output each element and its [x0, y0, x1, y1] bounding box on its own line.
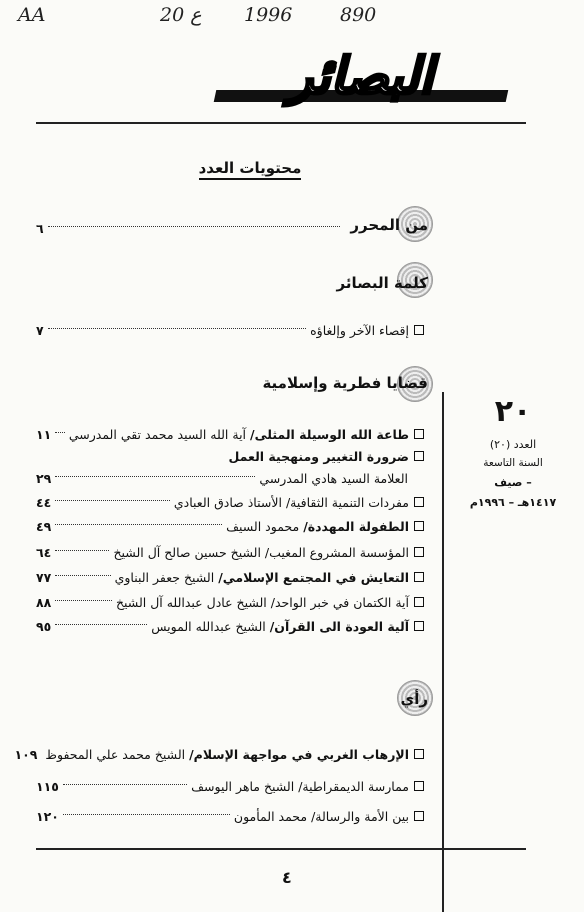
entry-author: العلامة السيد هادي المدرسي — [259, 470, 408, 486]
issue-number-line: العدد (٢٠) — [489, 438, 537, 451]
list-item — [36, 776, 424, 796]
issue-date: ١٤١٧هـ – ١٩٩٦م — [469, 496, 557, 509]
entry-page: ١٠٩ — [14, 746, 38, 762]
list-item — [36, 592, 424, 612]
handwritten-note-d: 890 — [340, 4, 377, 26]
entry-text — [234, 809, 409, 824]
entry-page: ١١ — [36, 426, 52, 442]
contents-title-text: محتويات العدد — [199, 159, 302, 180]
list-item — [36, 446, 424, 466]
entry-author: محمد المأمون — [233, 808, 308, 824]
checkbox-icon — [414, 749, 424, 759]
dot-leader — [55, 623, 147, 625]
list-item — [36, 468, 408, 488]
checkbox-icon — [414, 572, 424, 582]
entry-author: محمود السيف — [226, 518, 300, 534]
entry-text — [174, 495, 409, 510]
checkbox-icon — [414, 781, 424, 791]
entry-text — [151, 619, 409, 634]
entry-author: آية الله السيد محمد تقي المدرسي — [68, 426, 247, 442]
entry-title: التعايش في المجتمع الإسلامي/ — [218, 569, 409, 585]
list-item — [36, 320, 424, 340]
entry-title: آية الكتمان في خبر الواحد/ — [270, 594, 409, 610]
entry-text — [113, 545, 409, 560]
entry-page: ٢٩ — [36, 470, 52, 486]
footer-rule — [36, 848, 526, 850]
list-item — [14, 744, 424, 764]
dot-leader — [55, 475, 255, 477]
entry-text — [45, 747, 409, 762]
entry-page: ٧٧ — [36, 569, 52, 585]
list-item — [36, 806, 424, 826]
entry-author: الشيخ حسين صالح آل الشيخ — [113, 544, 261, 560]
entry-title: مفردات التنمية الثقافية/ — [285, 494, 409, 510]
checkbox-icon — [414, 429, 424, 439]
dot-leader — [55, 431, 65, 433]
dot-leader — [55, 499, 170, 501]
list-item — [36, 424, 424, 444]
dot-leader — [48, 225, 340, 227]
masthead-logo — [215, 46, 507, 108]
entry-author: الشيخ ماهر اليوسف — [191, 778, 295, 794]
entry-page: ٧ — [36, 322, 44, 338]
dot-leader — [55, 574, 110, 576]
entry-text — [69, 427, 409, 442]
list-item — [36, 516, 424, 536]
entry-page: ٨٨ — [36, 594, 52, 610]
checkbox-icon — [414, 451, 424, 461]
entry-author: الشيخ عادل عبدالله آل الشيخ — [115, 594, 267, 610]
entry-title: طاعة الله الوسيلة المثلى/ — [250, 426, 409, 442]
entry-title: آلية العودة الى القرآن/ — [269, 618, 409, 634]
dot-leader — [55, 523, 222, 525]
entry-page: ٦٤ — [36, 544, 52, 560]
list-item — [36, 616, 424, 636]
entry-title: بين الأمة والرسالة/ — [311, 808, 409, 824]
issue-year: السنة التاسعة — [483, 457, 543, 469]
list-item — [36, 492, 424, 512]
section-fitriya: قضايا فطرية وإسلامية — [262, 374, 428, 392]
dot-leader — [55, 599, 112, 601]
entry-page: ١١٥ — [36, 778, 59, 794]
checkbox-icon — [414, 521, 424, 531]
editor-leader — [36, 218, 344, 238]
entry-title: المؤسسة المشروع المغيب/ — [264, 544, 409, 560]
page-number: ٤ — [282, 868, 292, 887]
checkbox-icon — [414, 811, 424, 821]
entry-title: ضرورة التغيير ومنهجية العمل — [228, 448, 409, 464]
list-item — [36, 567, 424, 587]
entry-author: الأستاذ صادق العبادي — [173, 494, 282, 510]
entry-page: ٤٩ — [36, 518, 52, 534]
side-divider — [442, 392, 444, 912]
handwritten-note-a: AA — [18, 4, 46, 26]
header-rule — [36, 122, 526, 124]
dot-leader — [55, 549, 109, 551]
entry-title: الإرهاب الغربي في مواجهة الإسلام/ — [189, 746, 409, 762]
entry-page: ٩٥ — [36, 618, 52, 634]
entry-page: ٤٤ — [36, 494, 52, 510]
checkbox-icon — [414, 597, 424, 607]
checkbox-icon — [414, 325, 424, 335]
entry-title: إقصاء الآخر وإلغاؤه — [310, 322, 409, 338]
entry-text — [116, 595, 409, 610]
list-item — [36, 542, 424, 562]
dot-leader — [63, 813, 230, 815]
entry-page: ١٢٠ — [36, 808, 59, 824]
issue-number-large: ٢٠ — [494, 394, 532, 429]
entry-text — [226, 519, 409, 534]
masthead-title: البصائر — [288, 47, 434, 105]
dot-leader — [63, 783, 187, 785]
contents-title — [170, 159, 330, 177]
section-rai: رأي — [400, 690, 428, 708]
entry-author: الشيخ جعفر البناوي — [114, 569, 215, 585]
checkbox-icon — [414, 547, 424, 557]
entry-text — [229, 449, 410, 464]
issue-season: – صيف — [494, 476, 532, 489]
entry-text — [191, 779, 409, 794]
handwritten-note-b: 20 ع — [160, 4, 202, 26]
entry-text — [115, 570, 409, 585]
section-editor: من المحرر — [350, 216, 428, 234]
dot-leader — [48, 327, 306, 329]
section-basair-word: كلمة البصائر — [336, 274, 428, 292]
entry-author: الشيخ محمد علي المحفوظ — [45, 746, 186, 762]
checkbox-icon — [414, 497, 424, 507]
page-number-editor: ٦ — [36, 220, 44, 236]
entry-title: ممارسة الديمقراطية/ — [298, 778, 409, 794]
entry-title: الطفولة المهددة/ — [303, 518, 409, 534]
handwritten-note-c: 1996 — [244, 4, 293, 26]
entry-author: الشيخ عبدالله المويس — [151, 618, 266, 634]
checkbox-icon — [414, 621, 424, 631]
